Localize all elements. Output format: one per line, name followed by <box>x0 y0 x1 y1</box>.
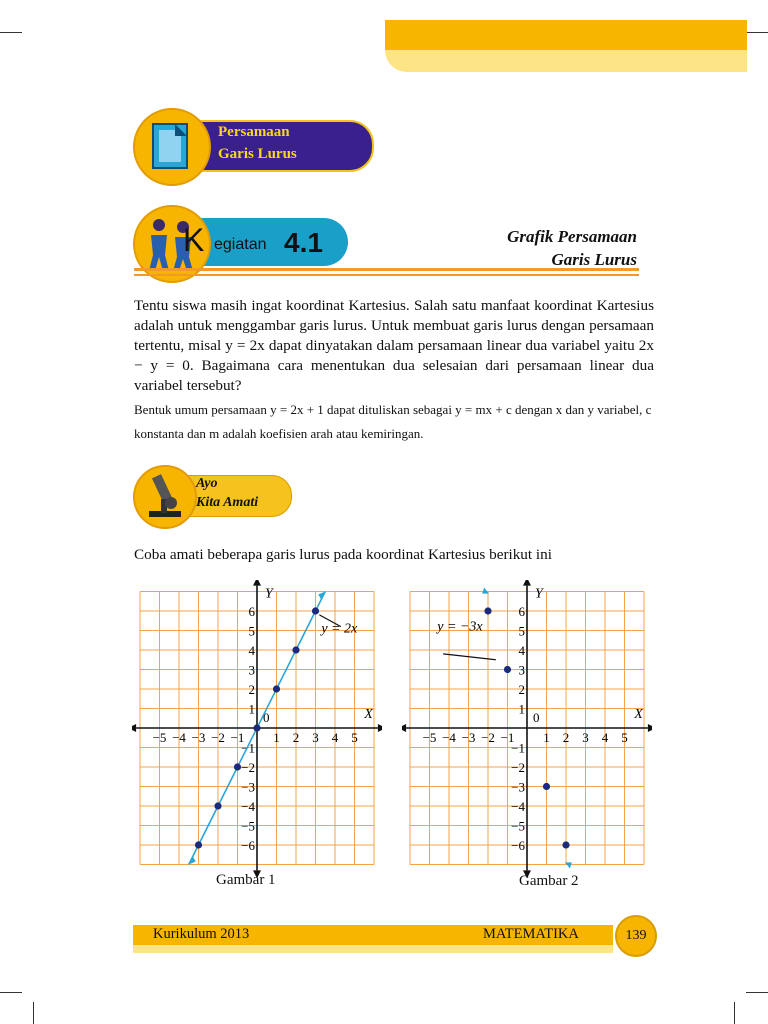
data-point <box>253 724 260 731</box>
data-point <box>543 783 550 790</box>
page-number: 139 <box>615 915 657 957</box>
footer-band-light <box>133 945 613 953</box>
y-axis-label: Y <box>265 586 273 602</box>
y-tick-label: 1 <box>248 701 255 717</box>
series-arrow <box>482 588 489 594</box>
y-axis-label: Y <box>535 586 543 602</box>
y-tick-label: 5 <box>248 623 255 639</box>
ayo-icon-circle <box>133 465 197 529</box>
y-tick-label: 6 <box>248 604 255 619</box>
body-paragraph: Tentu siswa masih ingat koordinat Kartesius. Salah satu manfaat koordinat Kartesius adalah untuk menggambar garis lurus. Untuk membuat garis lurus dengan persamaan tertentu, misal y = 2x dapat dinyatakan dalam persamaan linear dua variabel yaitu 2x − y = 0. Bagaimana cara menentukan dua selesaian dari persamaan linear dua variabel tersebut? <box>134 297 654 394</box>
origin-label: 0 <box>533 710 540 725</box>
x-axis-arrow <box>402 724 406 732</box>
section-icon-circle <box>133 108 211 186</box>
document-icon <box>135 110 209 184</box>
y-tick-label: 4 <box>518 643 525 658</box>
microscope-icon <box>135 467 195 527</box>
data-point <box>312 607 319 614</box>
x-tick-label: −4 <box>442 730 456 745</box>
x-axis-label: X <box>634 707 643 722</box>
crop-mark <box>746 32 768 33</box>
x-tick-label: 3 <box>312 730 319 745</box>
footer-curriculum: Kurikulum 2013 <box>153 926 250 942</box>
crop-mark <box>746 992 768 993</box>
section-title-line2: Garis Lurus <box>218 146 297 162</box>
x-tick-label: −3 <box>461 730 476 745</box>
section-title-line1: Persamaan <box>218 124 290 140</box>
y-tick-label: 6 <box>518 604 525 619</box>
x-tick-label: −5 <box>422 730 437 745</box>
series-label: y = −3x <box>437 619 483 635</box>
kegiatan-number: 4.1 <box>284 227 323 258</box>
data-point <box>273 685 280 692</box>
x-tick-label: 3 <box>582 730 589 745</box>
x-tick-label: −3 <box>191 730 206 745</box>
y-tick-label: −4 <box>241 799 255 814</box>
ayo-title-line1: Ayo <box>196 476 218 491</box>
chart-gambar-2 <box>402 580 652 880</box>
x-tick-label: −2 <box>481 730 495 745</box>
footer-subject: MATEMATIKA <box>483 926 579 942</box>
y-tick-label: 1 <box>518 701 525 717</box>
y-tick-label: −3 <box>511 779 525 795</box>
crop-mark <box>734 1002 735 1024</box>
chart-caption-2: Gambar 2 <box>519 873 579 889</box>
y-tick-label: −6 <box>241 838 255 853</box>
chart-caption-1: Gambar 1 <box>216 872 276 888</box>
kegiatan-title-line2: Garis Lurus <box>551 250 637 269</box>
intro-text: Coba amati beberapa garis lurus pada koordinat Kartesius berikut ini <box>134 546 552 563</box>
series-arrow <box>565 862 572 868</box>
y-tick-label: −4 <box>511 799 525 814</box>
kegiatan-word: egiatan <box>214 236 267 253</box>
x-tick-label: 2 <box>562 730 570 745</box>
crop-mark <box>0 32 22 33</box>
data-point <box>484 607 491 614</box>
y-axis-arrow <box>253 580 261 586</box>
kegiatan-letter: K <box>183 222 205 258</box>
x-tick-label: 2 <box>292 730 300 745</box>
data-point <box>234 763 241 770</box>
y-tick-label: −5 <box>241 818 255 834</box>
kegiatan-title <box>440 225 637 271</box>
series-line-arrow <box>189 857 196 865</box>
x-tick-label: 4 <box>601 730 609 745</box>
y-tick-label: 3 <box>248 662 255 678</box>
x-tick-label: 4 <box>331 730 339 745</box>
y-tick-label: 3 <box>518 662 525 678</box>
x-tick-label: 1 <box>273 730 280 745</box>
x-tick-label: 1 <box>543 730 550 745</box>
series-label: y = 2x <box>321 621 358 637</box>
data-point <box>195 841 202 848</box>
y-tick-label: 2 <box>518 682 525 697</box>
y-tick-label: −1 <box>241 740 255 756</box>
divider <box>134 274 639 276</box>
x-axis-arrow <box>648 724 652 732</box>
y-tick-label: 5 <box>518 623 525 639</box>
y-tick-label: −5 <box>511 818 525 834</box>
y-tick-label: −2 <box>241 760 255 775</box>
x-tick-label: −1 <box>500 730 515 745</box>
data-point <box>292 646 299 653</box>
y-axis-arrow <box>523 580 531 586</box>
body-paragraph-small: Bentuk umum persamaan y = 2x + 1 dapat dituliskan sebagai y = mx + c dengan x dan y variabel, c konstanta dan m adalah koefisien arah atau kemiringan. <box>134 402 652 441</box>
x-tick-label: −4 <box>172 730 186 745</box>
ayo-title-line2: Kita Amati <box>196 495 259 510</box>
y-tick-label: −3 <box>241 779 255 795</box>
y-tick-label: −1 <box>511 740 525 756</box>
x-axis-arrow <box>132 724 136 732</box>
origin-label: 0 <box>263 710 270 725</box>
ayo-title <box>196 474 258 512</box>
header-band-light <box>385 50 747 72</box>
kegiatan-title-line1: Grafik Persamaan <box>507 227 637 246</box>
x-tick-label: 5 <box>621 730 628 745</box>
x-tick-label: −2 <box>211 730 225 745</box>
x-tick-label: −1 <box>230 730 245 745</box>
crop-mark <box>33 1002 34 1024</box>
y-tick-label: −6 <box>511 838 525 853</box>
series-line-arrow <box>318 592 325 600</box>
x-tick-label: −5 <box>152 730 167 745</box>
data-point <box>504 666 511 673</box>
data-point <box>562 841 569 848</box>
x-axis-arrow <box>378 724 382 732</box>
data-point <box>214 802 221 809</box>
y-tick-label: 4 <box>248 643 255 658</box>
x-tick-label: 5 <box>351 730 358 745</box>
header-band <box>385 20 747 50</box>
x-axis-label: X <box>364 707 373 722</box>
y-tick-label: 2 <box>248 682 255 697</box>
crop-mark <box>0 992 22 993</box>
y-tick-label: −2 <box>511 760 525 775</box>
section-title <box>218 121 297 165</box>
chart-gambar-1 <box>132 580 382 880</box>
